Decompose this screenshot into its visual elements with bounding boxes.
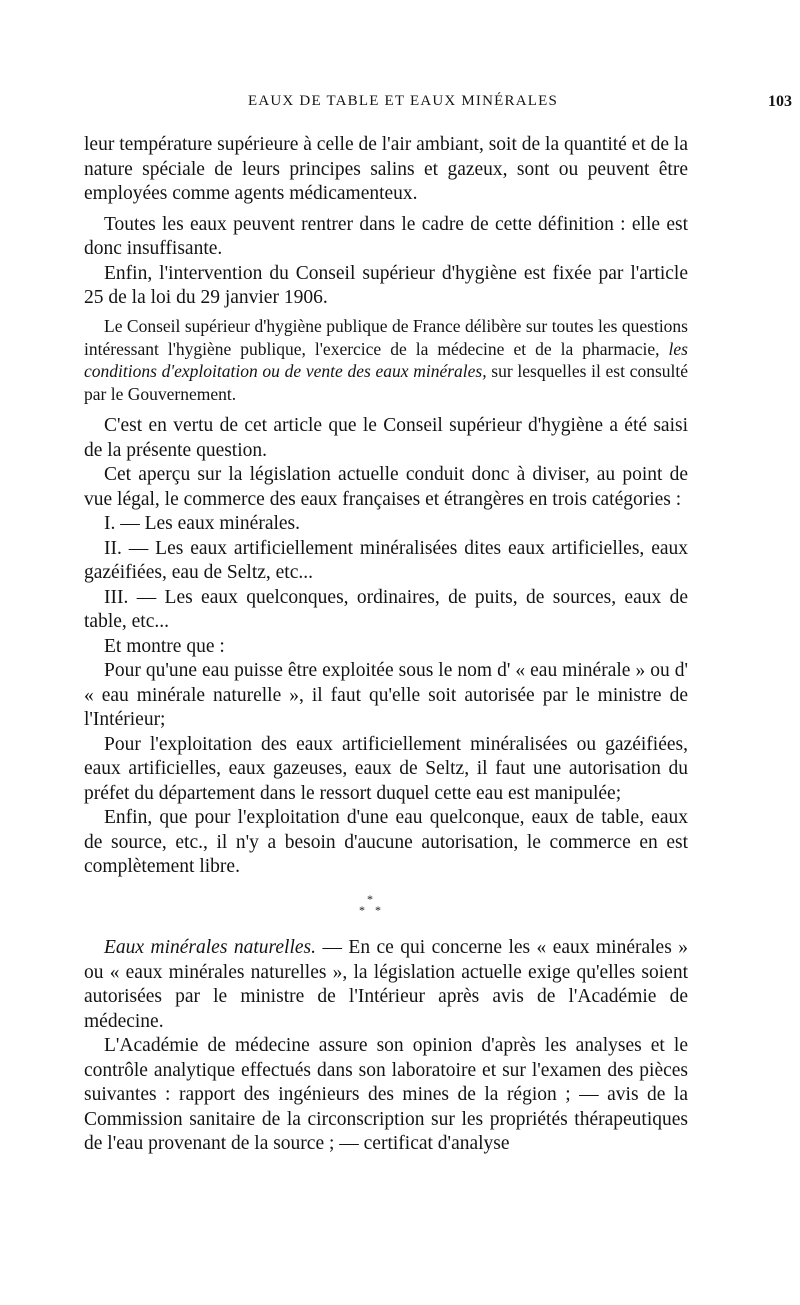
category-item-1: I. — Les eaux minérales. [104, 513, 301, 534]
paragraph-eau-quelconque: Enfin, que pour l'exploitation d'une eau quelconque, eaux de table, eaux de source, etc., il n'y a besoin d'aucune autorisation, le commerce en est complètement libre. [84, 807, 688, 877]
paragraph-saisi: C'est en vertu de cet article que le Conseil supérieur d'hygiène a été saisi de la présente question. [84, 415, 688, 461]
paragraph-eaux-artificielles: Pour l'exploitation des eaux artificiellement minéralisées ou gazéifiées, eaux artificielles, eaux gazeuses, eaux de Seltz, il faut une autorisation du préfet du département dans le ressort duquel cette eau est manipulée; [84, 733, 688, 804]
section-eaux-naturelles [84, 936, 688, 1157]
section-categories [84, 414, 688, 880]
asterism-star-right: * [375, 903, 381, 917]
section-opening [84, 133, 688, 311]
quote-paragraph [84, 315, 688, 405]
asterism-star-left: * [359, 903, 365, 917]
paragraph-academie: L'Académie de médecine assure son opinion d'après les analyses et le contrôle analytique effectués dans son laboratoire et sur l'examen des pièces suivantes : rapport des ingénieurs des mines de la région ; — avis de la Commission sanitaire de la circonscription sur les propriétés thérapeutiques de l'eau provenant de la source ; — certificat d'analyse [84, 1035, 688, 1154]
section-heading-italic: Eaux minérales naturelles. [104, 937, 317, 958]
quote-text-before: Le Conseil supérieur d'hygiène publique de France délibère sur toutes les questions intéressant l'hygiène publique, l'exercice de la médecine et de la pharmacie, [84, 316, 688, 359]
paragraph-definition: Toutes les eaux peuvent rentrer dans le cadre de cette définition : elle est donc insuffisante. [84, 213, 688, 259]
law-quote [84, 315, 688, 405]
paragraph-apercu: Cet aperçu sur la législation actuelle conduit donc à diviser, au point de vue légal, le commerce des eaux françaises et étrangères en trois catégories : [84, 464, 688, 510]
section-heading-text: — En ce qui concerne les « eaux minérales » ou « eaux minérales naturelles », la législation actuelle exige qu'elles soient autorisées par le ministre de l'Intérieur après avis de l'Académie de médecine. [84, 937, 688, 1032]
page-number: 103 [768, 93, 792, 110]
quote-text-italic: les conditions d'exploitation ou de vente des eaux minérales, [84, 338, 688, 381]
asterism-star-top: * [367, 892, 373, 906]
quote-text-after: sur lesquelles il est consulté par le Gouvernement. [84, 361, 688, 404]
paragraph-intervention: Enfin, l'intervention du Conseil supérieur d'hygiène est fixée par l'article 25 de la loi du 29 janvier 1906. [84, 262, 688, 308]
page-header [0, 93, 800, 119]
asterism-divider [356, 893, 386, 919]
paragraph-montre: Et montre que : [104, 635, 225, 657]
category-item-2: II. — Les eaux artificiellement minéralisées dites eaux artificielles, eaux gazéifiées, eau de Seltz, etc... [84, 537, 688, 583]
paragraph-temperature: leur température supérieure à celle de l'air ambiant, soit de la quantité et de la nature spéciale de leurs principes salins et gazeux, sont ou peuvent être employées comme agents médicamenteux. [84, 134, 688, 204]
paragraph-eau-minerale: Pour qu'une eau puisse être exploitée sous le nom d' « eau minérale » ou d' « eau minérale naturelle », il faut qu'elle soit autorisée par le ministre de l'Intérieur; [84, 660, 688, 730]
running-title: EAUX DE TABLE ET EAUX MINÉRALES [248, 93, 559, 109]
category-item-3: III. — Les eaux quelconques, ordinaires, de puits, de sources, eaux de table, etc... [84, 586, 688, 632]
paragraph-eaux-naturelles [84, 936, 688, 1034]
